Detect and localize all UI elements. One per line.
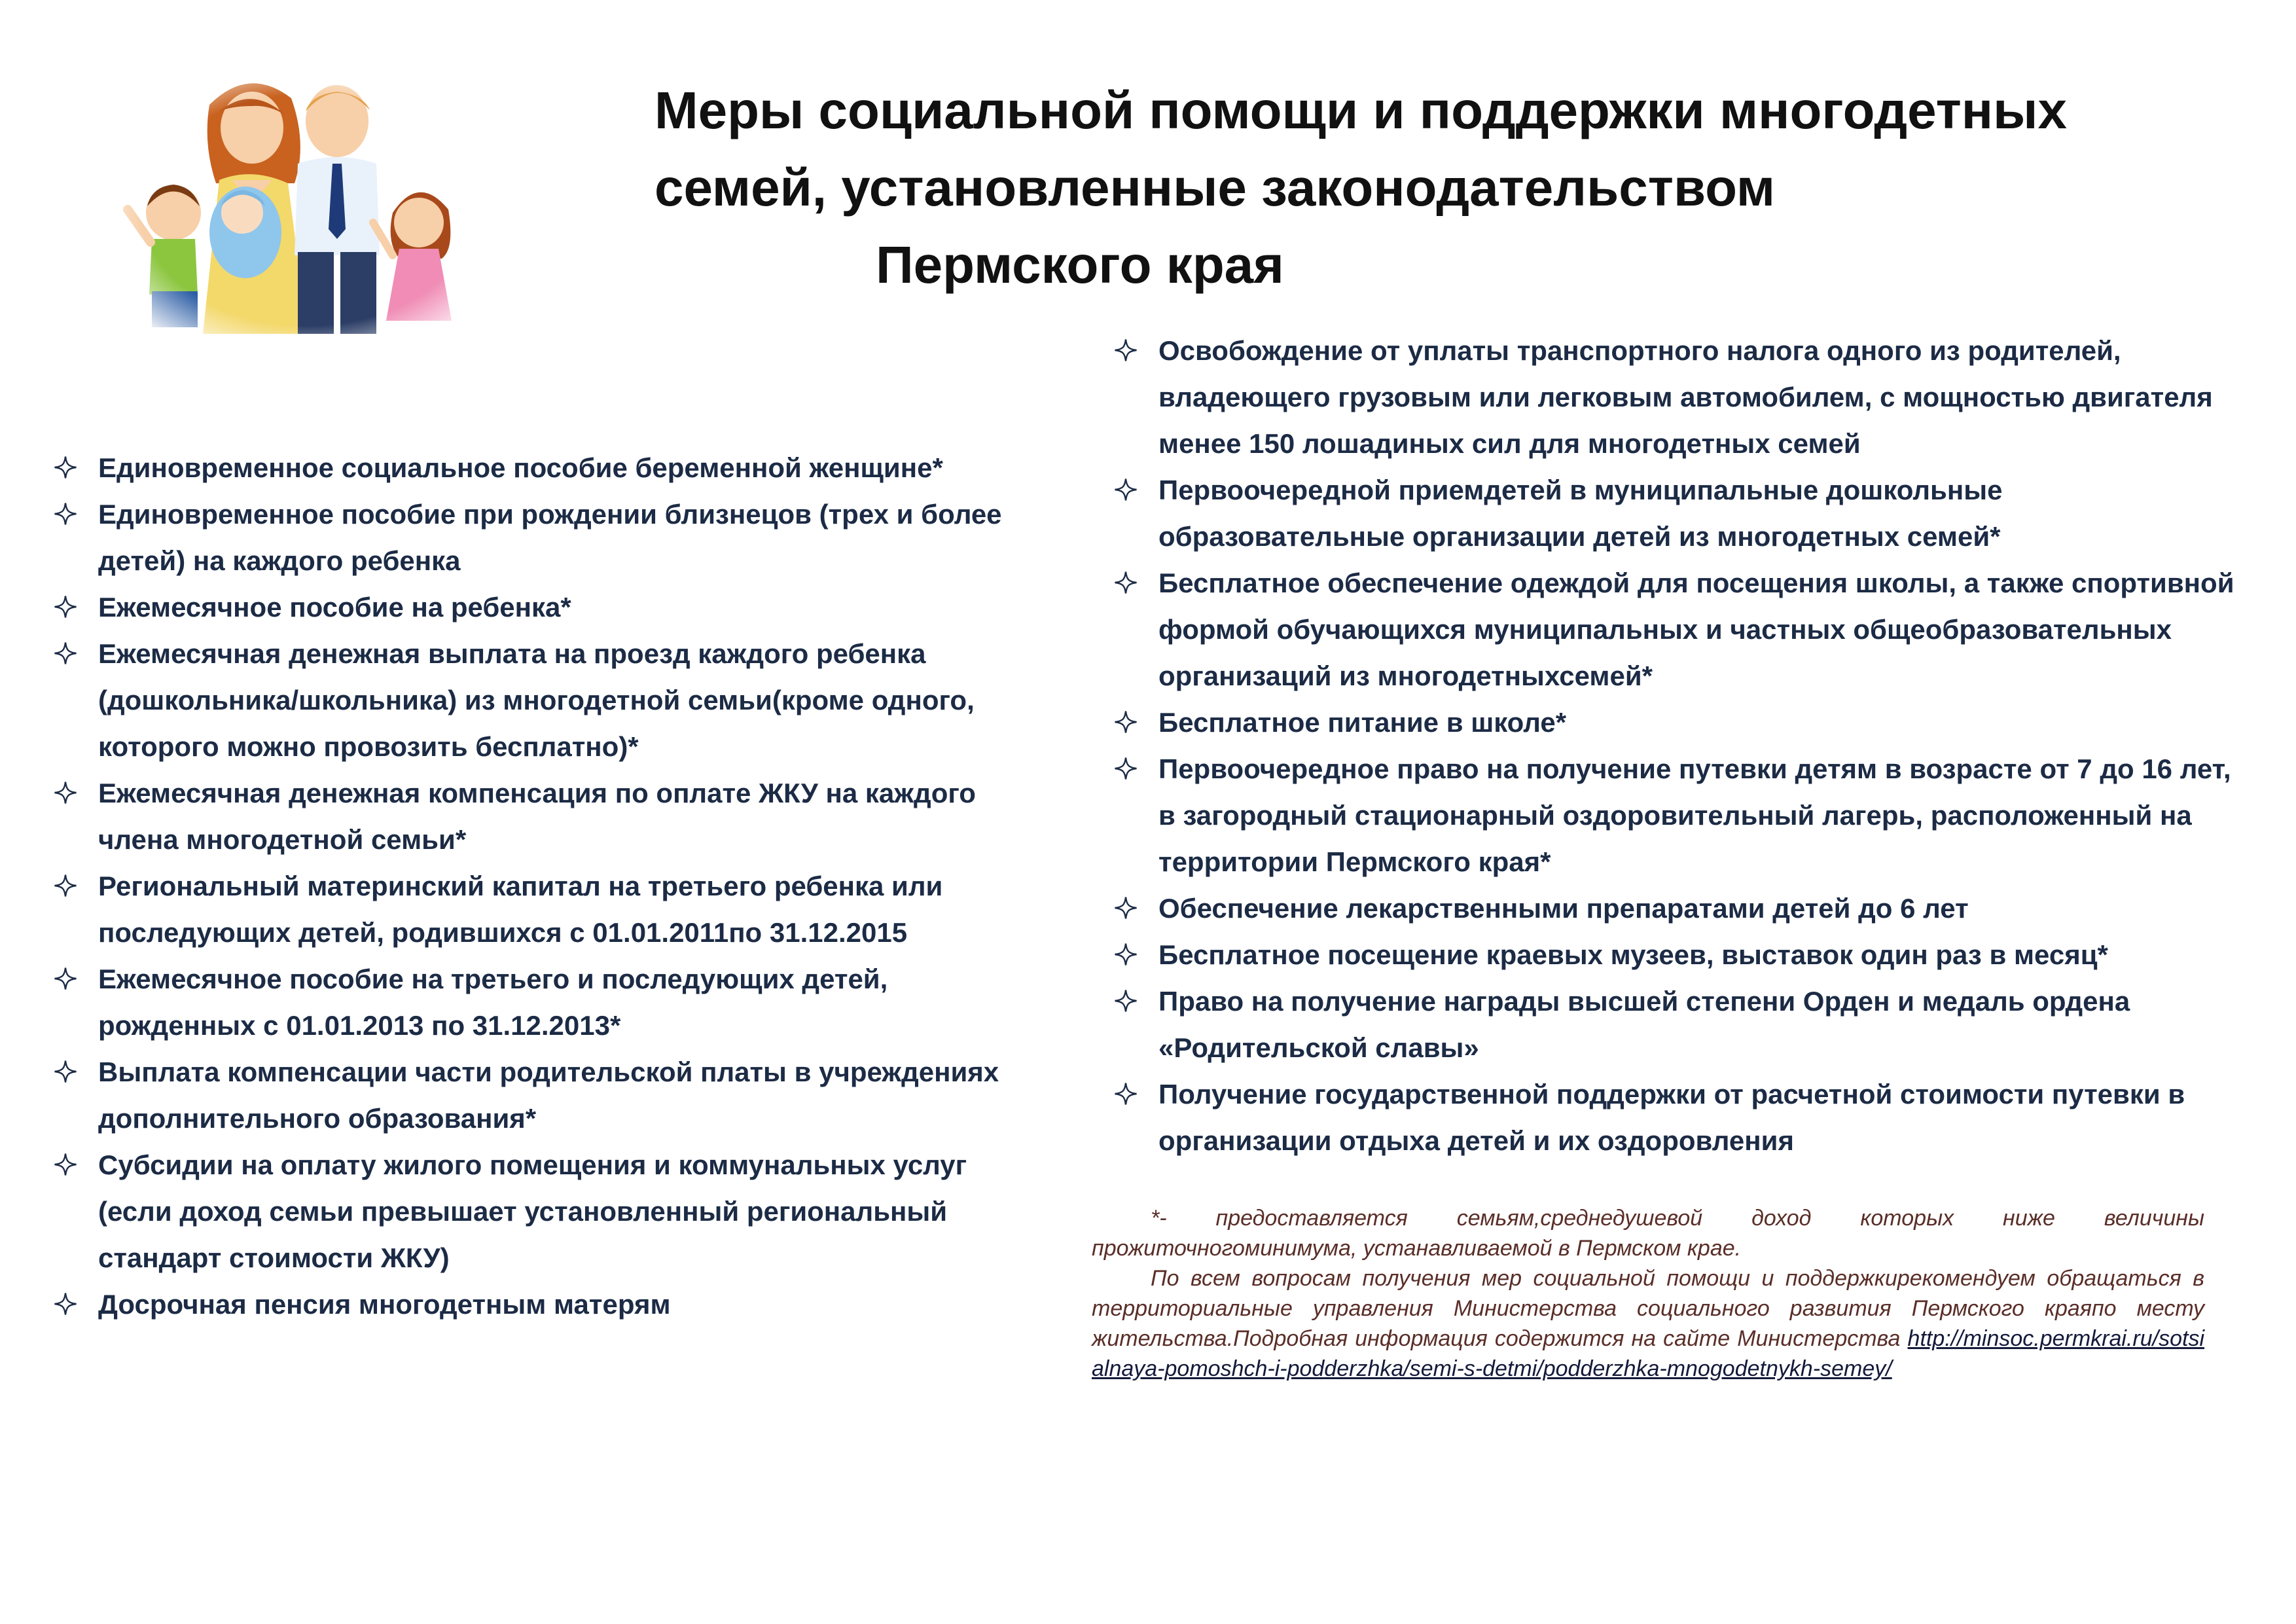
four-point-star-icon <box>52 1142 79 1188</box>
four-point-star-icon <box>52 630 79 677</box>
list-item-text: Выплата компенсации части родительской платы в учреждениях дополнительного образования* <box>98 1056 999 1134</box>
list-item-text: Досрочная пенсия многодетным матерям <box>98 1289 671 1320</box>
list-item <box>1113 746 2238 885</box>
four-point-star-icon <box>1113 327 1139 374</box>
family-illustration <box>111 59 504 334</box>
list-item <box>52 491 1047 584</box>
four-point-star-icon <box>52 770 79 816</box>
four-point-star-icon <box>1113 467 1139 513</box>
right-measures-list <box>1113 327 2238 1164</box>
list-item-text: Бесплатное обеспечение одеждой для посещения школы, а также спортивной формой обучающихся муниципальных и частных общеобразовательных организаций из многодетныхсемей* <box>1158 568 2234 691</box>
list-item-text: Бесплатное посещение краевых музеев, выставок один раз в месяц* <box>1158 939 2108 970</box>
four-point-star-icon <box>1113 746 1139 792</box>
list-item-text: Ежемесячная денежная выплата на проезд каждого ребенка (дошкольника/школьника) из многодетной семьи(кроме одного, которого можно провозить бесплатно)* <box>98 638 975 762</box>
list-item-text: Региональный материнский капитал на третьего ребенка или последующих детей, родившихся с 01.01.2011по 31.12.2015 <box>98 871 943 948</box>
contact-note-text: По всем вопросам получения мер социальной помощи и поддержкирекомендуем обращаться в территориальные управления Министерства социального развития Пермского краяпо месту жительства.Подробная информация содержится на сайте Министерства <box>1092 1266 2204 1351</box>
contact-note <box>1092 1263 2204 1384</box>
four-point-star-icon <box>52 584 79 630</box>
list-item <box>52 1281 1047 1327</box>
list-item-text: Единовременное пособие при рождении близнецов (трех и более детей) на каждого ребенка <box>98 499 1002 576</box>
ministry-link[interactable]: http://minsoc.permkrai.ru/sotsialnaya-pomoshch-i-podderzhka/semi-s-detmi/podderzhka-mnogodetnykh-semey/ <box>1092 1326 2205 1381</box>
list-item-text: Освобождение от уплаты транспортного налога одного из родителей, владеющего грузовым или легковым автомобилем, с мощностью двигателя менее 150 лошадиных сил для многодетных семей <box>1158 335 2213 459</box>
four-point-star-icon <box>1113 885 1139 931</box>
four-point-star-icon <box>52 956 79 1002</box>
title-line-3: Пермского края <box>876 236 1284 294</box>
list-item <box>52 1049 1047 1142</box>
list-item <box>52 956 1047 1049</box>
list-item-text: Ежемесячная денежная компенсация по оплате ЖКУ на каждого члена многодетной семьи* <box>98 778 976 855</box>
list-item <box>1113 978 2238 1071</box>
list-item <box>52 444 1047 491</box>
list-item <box>52 630 1047 770</box>
list-item-text: Субсидии на оплату жилого помещения и коммунальных услуг (если доход семьи превышает установленный региональный стандарт стоимости ЖКУ) <box>98 1149 967 1273</box>
list-item <box>1113 1071 2238 1164</box>
left-measures-list <box>52 444 1047 1327</box>
list-item-text: Получение государственной поддержки от расчетной стоимости путевки в организации отдыха детей и их оздоровления <box>1158 1079 2185 1156</box>
list-item-text: Бесплатное питание в школе* <box>1158 707 1567 738</box>
list-item <box>52 863 1047 956</box>
list-item <box>52 584 1047 630</box>
list-item <box>1113 931 2238 978</box>
list-item <box>52 1142 1047 1281</box>
title-line-1: Меры социальной помощи и поддержки многодетных <box>655 81 2067 139</box>
four-point-star-icon <box>1113 931 1139 978</box>
list-item-text: Обеспечение лекарственными препаратами детей до 6 лет <box>1158 893 1969 924</box>
list-item <box>52 770 1047 863</box>
four-point-star-icon <box>1113 560 1139 606</box>
four-point-star-icon <box>52 863 79 909</box>
footnote <box>1092 1203 2204 1384</box>
asterisk-note: *- предоставляется семьям,среднедушевой доход которых ниже величины прожиточногоминимума, устанавливаемой в Пермском крае. <box>1092 1206 2204 1261</box>
four-point-star-icon <box>52 491 79 537</box>
list-item-text: Право на получение награды высшей степени Орден и медаль ордена «Родительской славы» <box>1158 986 2130 1063</box>
four-point-star-icon <box>52 444 79 491</box>
list-item <box>1113 327 2238 467</box>
list-item <box>1113 560 2238 699</box>
list-item-text: Первоочередное право на получение путевки детям в возрасте от 7 до 16 лет, в загородный стационарный оздоровительный лагерь, расположенный на территории Пермского края* <box>1158 753 2231 877</box>
list-item-text: Первоочередной приемдетей в муниципальные дошкольные образовательные организации детей из многодетных семей* <box>1158 475 2003 552</box>
four-point-star-icon <box>1113 978 1139 1024</box>
list-item <box>1113 885 2238 931</box>
four-point-star-icon <box>52 1049 79 1095</box>
list-item-text: Ежемесячное пособие на третьего и последующих детей, рожденных с 01.01.2013 по 31.12.2013* <box>98 964 888 1041</box>
list-item-text: Единовременное социальное пособие беременной женщине* <box>98 452 943 483</box>
list-item-text: Ежемесячное пособие на ребенка* <box>98 592 571 623</box>
list-item <box>1113 467 2238 560</box>
list-item <box>1113 699 2238 746</box>
four-point-star-icon <box>1113 1071 1139 1117</box>
four-point-star-icon <box>52 1281 79 1327</box>
title-line-2: семей, установленные законодательством <box>655 158 1776 217</box>
four-point-star-icon <box>1113 699 1139 746</box>
page-title <box>655 72 2067 304</box>
